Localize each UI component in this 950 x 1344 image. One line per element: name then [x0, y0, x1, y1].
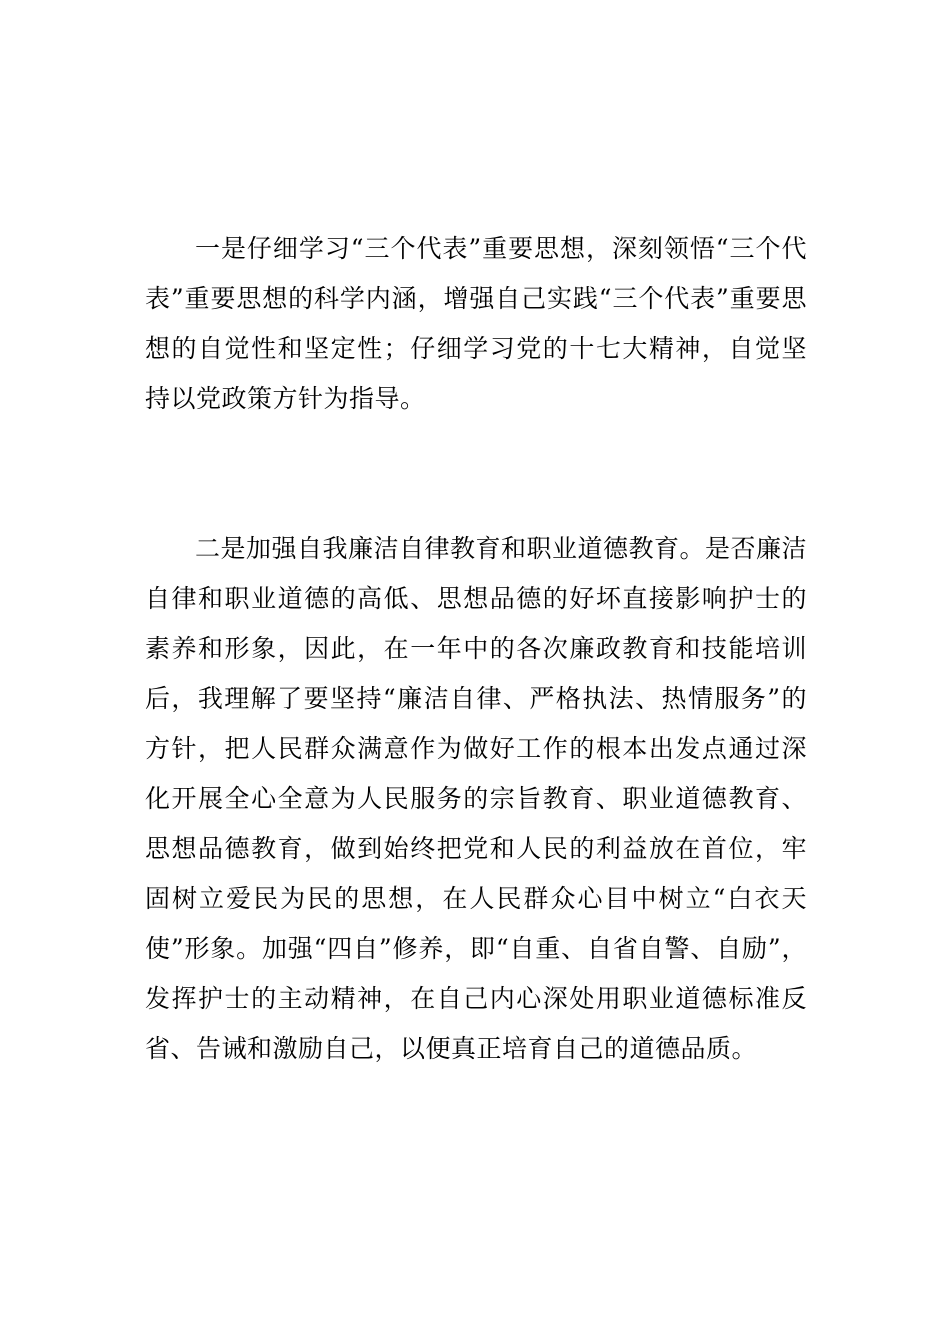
paragraph-study-theory: 一是仔细学习“三个代表”重要思想，深刻领悟“三个代表”重要思想的科学内涵，增强自己实践“三个代表”重要思想的自觉性和坚定性；仔细学习党的十七大精神，自觉坚持以党政策方针为指导。 [145, 234, 807, 413]
paragraph-self-discipline-education: 二是加强自我廉洁自律教育和职业道德教育。是否廉洁自律和职业道德的高低、思想品德的好坏直接影响护士的素养和形象，因此，在一年中的各次廉政教育和技能培训后，我理解了要坚持“廉洁自律、严格执法、热情服务”的方针，把人民群众满意作为做好工作的根本出发点通过深化开展全心全意为人民服务的宗旨教育、职业道德教育、思想品德教育，做到始终把党和人民的利益放在首位，牢固树立爱民为民的思想，在人民群众心目中树立“白衣天使”形象。加强“四自”修养，即“自重、自省自警、自励”，发挥护士的主动精神，在自己内心深处用职业道德标准反省、告诫和激励自己，以便真正培育自己的道德品质。 [145, 534, 808, 1063]
